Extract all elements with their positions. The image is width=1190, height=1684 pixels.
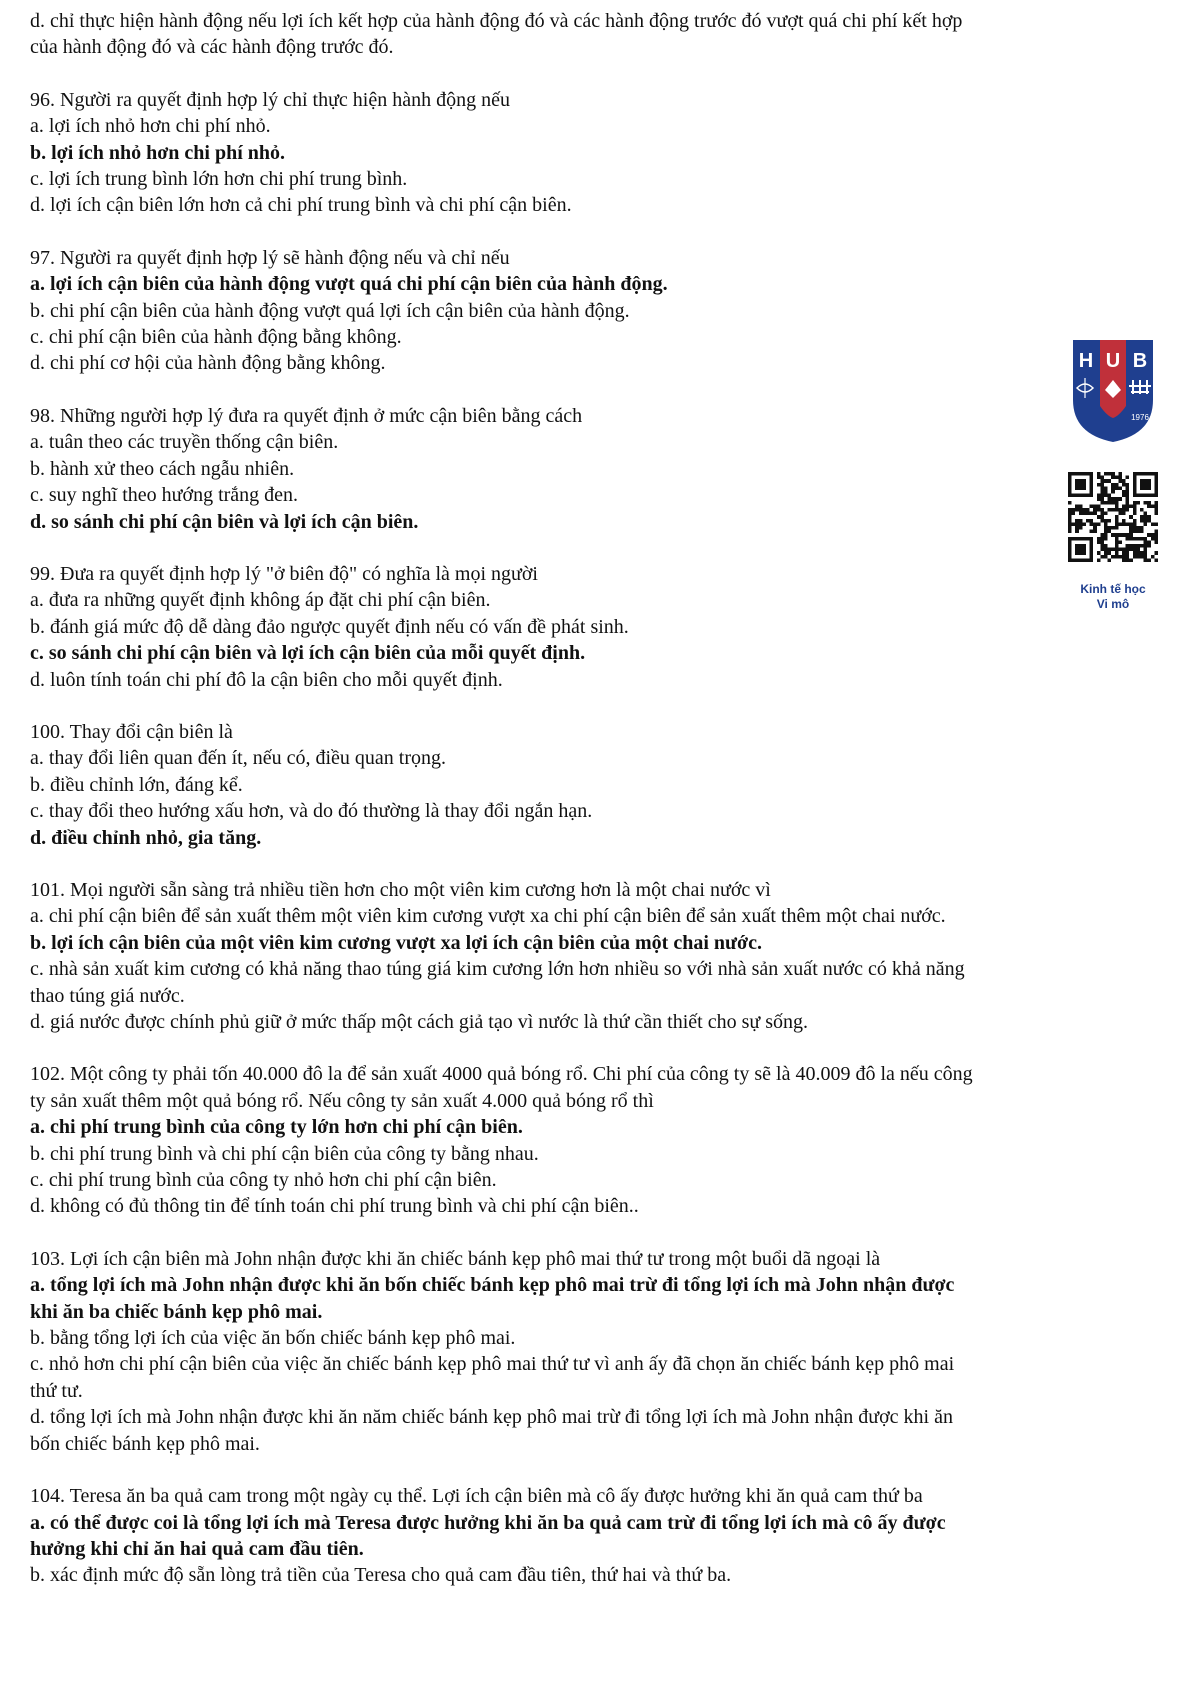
answer-option: c. nhỏ hơn chi phí cận biên của việc ăn chiếc bánh kẹp phô mai thứ tư vì anh ấy đã chọn ăn chiếc bánh kẹp phô mai	[30, 1353, 955, 1376]
answer-option-correct: d. so sánh chi phí cận biên và lợi ích cận biên.	[30, 510, 419, 533]
answer-option: bốn chiếc bánh kẹp phô mai.	[30, 1432, 260, 1455]
question-list	[30, 87, 1170, 1589]
answer-option: a. đưa ra những quyết định không áp đặt chi phí cận biên.	[30, 589, 491, 612]
answer-option: d. không có đủ thông tin để tính toán chi phí trung bình và chi phí cận biên..	[30, 1195, 639, 1218]
qr-code-icon	[1068, 472, 1158, 562]
intro-line: của hành động đó và các hành động trước đó.	[30, 36, 394, 59]
logo-letter-h: H	[1078, 350, 1094, 372]
question-stem: 101. Mọi người sẵn sàng trả nhiều tiền hơn cho một viên kim cương hơn là một chai nước vì	[30, 878, 771, 901]
question-96	[30, 87, 1170, 219]
answer-option: c. suy nghĩ theo hướng trắng đen.	[30, 484, 299, 507]
answer-option: b. bằng tổng lợi ích của việc ăn bốn chiếc bánh kẹp phô mai.	[30, 1327, 516, 1350]
answer-option: d. chi phí cơ hội của hành động bằng không.	[30, 352, 386, 375]
question-stem: 103. Lợi ích cận biên mà John nhận được khi ăn chiếc bánh kẹp phô mai thứ tư trong một buổi dã ngoại là	[30, 1247, 881, 1270]
answer-option: d. luôn tính toán chi phí đô la cận biên cho mỗi quyết định.	[30, 668, 503, 691]
question-stem: 96. Người ra quyết định hợp lý chỉ thực hiện hành động nếu	[30, 88, 510, 111]
answer-option: a. tuân theo các truyền thống cận biên.	[30, 431, 339, 454]
answer-option: c. chi phí trung bình của công ty nhỏ hơn chi phí cận biên.	[30, 1169, 497, 1192]
subject-name: Kinh tế học	[1080, 582, 1146, 596]
question-stem: 104. Teresa ăn ba quả cam trong một ngày cụ thể. Lợi ích cận biên mà cô ấy được hưởng khi ăn quả cam thứ ba	[30, 1485, 923, 1508]
question-stem: ty sản xuất thêm một quả bóng rổ. Nếu công ty sản xuất 4.000 quả bóng rổ thì	[30, 1089, 654, 1112]
answer-option-correct: a. lợi ích cận biên của hành động vượt quá chi phí cận biên của hành động.	[30, 273, 668, 296]
answer-option: b. hành xử theo cách ngẫu nhiên.	[30, 457, 295, 480]
intro-section	[30, 8, 1170, 61]
question-stem: 100. Thay đổi cận biên là	[30, 720, 233, 743]
sidebar-branding	[1063, 336, 1163, 612]
question-stem: 98. Những người hợp lý đưa ra quyết định ở mức cận biên bằng cách	[30, 404, 583, 427]
answer-option-correct: a. tổng lợi ích mà John nhận được khi ăn bốn chiếc bánh kẹp phô mai trừ đi tổng lợi ích mà John nhận được	[30, 1274, 955, 1297]
answer-option: d. giá nước được chính phủ giữ ở mức thấp một cách giả tạo vì nước là thứ cần thiết cho sự sống.	[30, 1011, 809, 1033]
answer-option: b. điều chỉnh lớn, đáng kể.	[30, 773, 243, 796]
answer-option: c. nhà sản xuất kim cương có khả năng thao túng giá kim cương lớn hơn nhiều so với nhà sản xuất nước có khả năng	[30, 958, 965, 981]
question-104	[30, 1483, 1170, 1589]
answer-option: b. chi phí cận biên của hành động vượt quá lợi ích cận biên của hành động.	[30, 299, 630, 322]
logo-letter-b: B	[1132, 350, 1148, 372]
answer-option: a. chi phí cận biên để sản xuất thêm một viên kim cương vượt xa chi phí cận biên để sản xuất thêm một chai nước.	[30, 905, 946, 928]
answer-option-correct: b. lợi ích nhỏ hơn chi phí nhỏ.	[30, 141, 286, 164]
question-102	[30, 1061, 1170, 1219]
answer-option: b. chi phí trung bình và chi phí cận biên của công ty bằng nhau.	[30, 1142, 539, 1165]
answer-option: c. lợi ích trung bình lớn hơn chi phí trung bình.	[30, 168, 408, 191]
question-stem: 102. Một công ty phải tốn 40.000 đô la để sản xuất 4000 quả bóng rổ. Chi phí của công ty sẽ là 40.009 đô la nếu công	[30, 1063, 973, 1086]
answer-option: thao túng giá nước.	[30, 984, 185, 1007]
answer-option-correct: a. có thể được coi là tổng lợi ích mà Teresa được hưởng khi ăn ba quả cam trừ đi tổng lợi ích mà cô ấy được	[30, 1511, 946, 1534]
logo-year: 1976	[1131, 413, 1149, 422]
answer-option: b. xác định mức độ sẵn lòng trả tiền của Teresa cho quả cam đầu tiên, thứ hai và thứ ba.	[30, 1564, 732, 1587]
answer-option: thứ tư.	[30, 1379, 83, 1402]
answer-option: c. thay đổi theo hướng xấu hơn, và do đó thường là thay đổi ngắn hạn.	[30, 800, 593, 823]
question-98	[30, 403, 1170, 535]
intro-line: d. chỉ thực hiện hành động nếu lợi ích kết hợp của hành động đó và các hành động trước đó vượt quá chi phí kết hợp	[30, 10, 963, 32]
answer-option: d. tổng lợi ích mà John nhận được khi ăn năm chiếc bánh kẹp phô mai trừ đi tổng lợi ích mà John nhận được khi ăn	[30, 1406, 953, 1429]
answer-option-correct: a. chi phí trung bình của công ty lớn hơn chi phí cận biên.	[30, 1116, 523, 1139]
answer-option-correct: b. lợi ích cận biên của một viên kim cương vượt xa lợi ích cận biên của một chai nước.	[30, 931, 762, 954]
answer-option: d. lợi ích cận biên lớn hơn cả chi phí trung bình và chi phí cận biên.	[30, 194, 572, 217]
answer-option: c. chi phí cận biên của hành động bằng không.	[30, 326, 402, 349]
question-stem: 99. Đưa ra quyết định hợp lý "ở biên độ" có nghĩa là mọi người	[30, 562, 538, 585]
answer-option-correct: hưởng khi chỉ ăn hai quả cam đầu tiên.	[30, 1537, 364, 1560]
hub-logo-icon	[1069, 336, 1157, 446]
subject-subname: Vi mô	[1096, 597, 1130, 611]
document-body	[30, 8, 1170, 1589]
answer-option: a. lợi ích nhỏ hơn chi phí nhỏ.	[30, 115, 271, 138]
answer-option-correct: khi ăn ba chiếc bánh kẹp phô mai.	[30, 1300, 323, 1323]
question-99	[30, 561, 1170, 693]
answer-option: a. thay đổi liên quan đến ít, nếu có, điều quan trọng.	[30, 747, 447, 770]
question-100	[30, 719, 1170, 851]
question-97	[30, 245, 1170, 377]
question-stem: 97. Người ra quyết định hợp lý sẽ hành động nếu và chỉ nếu	[30, 246, 510, 269]
question-103	[30, 1246, 1170, 1457]
answer-option-correct: d. điều chỉnh nhỏ, gia tăng.	[30, 826, 262, 849]
logo-letter-u: U	[1105, 350, 1121, 372]
question-101	[30, 877, 1170, 1035]
answer-option-correct: c. so sánh chi phí cận biên và lợi ích cận biên của mỗi quyết định.	[30, 642, 586, 665]
answer-option: b. đánh giá mức độ dễ dàng đảo ngược quyết định nếu có vấn đề phát sinh.	[30, 615, 629, 638]
